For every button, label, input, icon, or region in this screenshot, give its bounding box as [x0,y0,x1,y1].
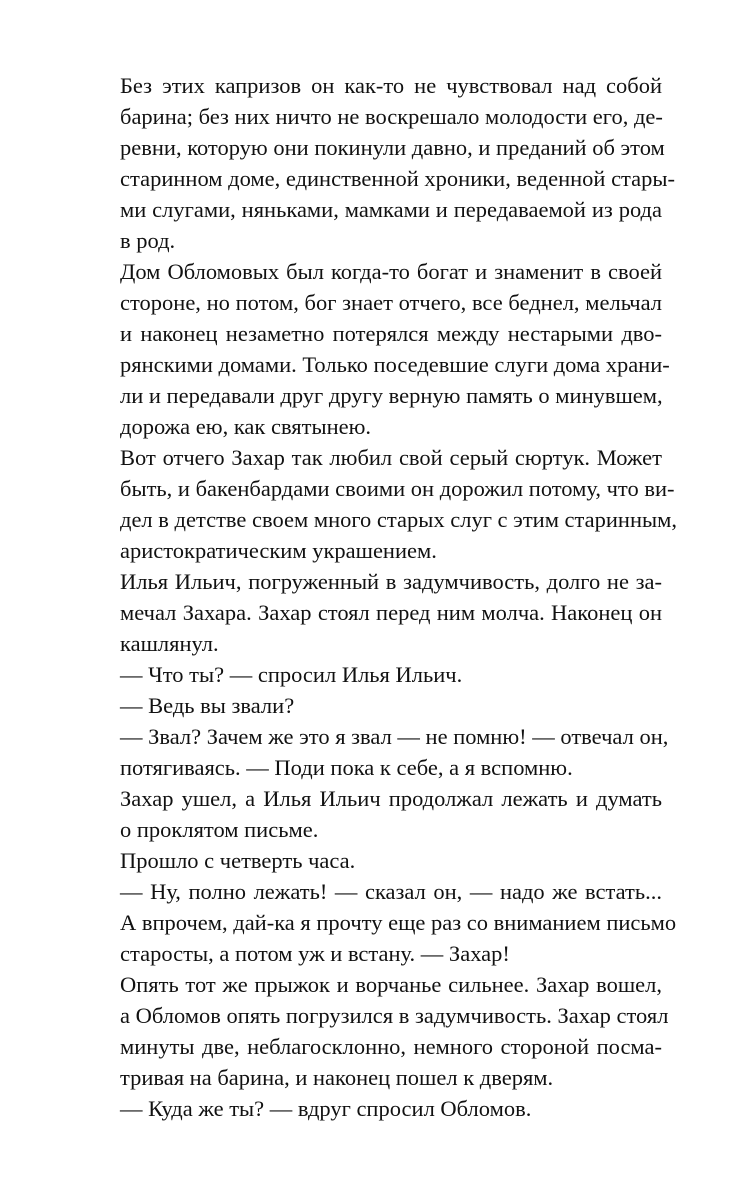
text-line: в род. [120,228,176,253]
text-line: кашлянул. [120,631,219,656]
text-line: — Куда же ты? — вдруг спросил Обломов. [120,1096,532,1121]
text-line: старосты, а потом уж и встану. — Захар! [120,941,510,966]
text-line: — Ну, полно лежать! — сказал он, — надо же встать... [120,879,662,904]
text-line: и наконец незаметно потерялся между нестарыми дво- [120,321,662,346]
paragraph [76,721,669,783]
paragraph [76,1093,662,1124]
text-line: Илья Ильич, погруженный в задумчивость, долго не за- [120,569,662,594]
text-line: барина; без них ничто не воскрешало молодости его, де- [120,104,663,129]
text-line: мечал Захара. Захар стоял перед ним молча. Наконец он [120,600,662,625]
text-line: дел в детстве своем много старых слуг с этим старинным, [120,507,677,532]
text-line: старинном доме, единственной хроники, веденной стары- [120,166,676,191]
text-line: Без этих капризов он как-то не чувствовал над собой [120,73,662,98]
text-line: а Обломов опять погрузился в задумчивость. Захар стоял [120,1003,669,1028]
text-line: — Ведь вы звали? [120,693,295,718]
text-line: — Звал? Зачем же это я звал — не помню! — отвечал он, [120,724,669,749]
text-line: потягиваясь. — Поди пока к себе, а я вспомню. [120,755,573,780]
paragraph [76,256,670,442]
text-line: тривая на барина, и наконец пошел к дверям. [120,1065,554,1090]
text-line: ли и передавали друг другу верную память о минувшем, [120,383,663,408]
text-line: Вот отчего Захар так любил свой серый сюртук. Может [120,445,662,470]
paragraph [76,659,662,690]
paragraph [76,442,677,566]
paragraph [76,690,662,721]
text-line: Захар ушел, а Илья Ильич продолжал лежать и думать [120,786,662,811]
text-line: аристократическим украшением. [120,538,437,563]
paragraph [76,969,669,1093]
text-line: ревни, которую они покинули давно, и преданий об этом [120,135,665,160]
text-line: стороне, но потом, бог знает отчего, все беднел, мельчал [120,290,662,315]
text-line: быть, и бакенбардами своими он дорожил потому, что ви- [120,476,675,501]
paragraph [76,566,662,659]
text-line: А впрочем, дай-ка я прочту еще раз со вниманием письмо [120,910,677,935]
text-line: Опять тот же прыжок и ворчанье сильнее. Захар вошел, [120,972,662,997]
paragraph [76,70,676,256]
text-line: Прошло с четверть часа. [120,848,356,873]
paragraph [76,783,662,845]
text-line: Дом Обломовых был когда-то богат и знаменит в своей [120,259,662,284]
text-line: ми слугами, няньками, мамками и передаваемой из рода [120,197,662,222]
paragraph [76,845,662,876]
text-line: минуты две, неблагосклонно, немного стороной посма- [120,1034,662,1059]
text-line: рянскими домами. Только поседевшие слуги дома храни- [120,352,670,377]
text-line: о проклятом письме. [120,817,319,842]
text-line: дорожа ею, как святынею. [120,414,372,439]
text-line: — Что ты? — спросил Илья Ильич. [120,662,463,687]
book-page [76,70,677,1124]
paragraph [76,876,677,969]
